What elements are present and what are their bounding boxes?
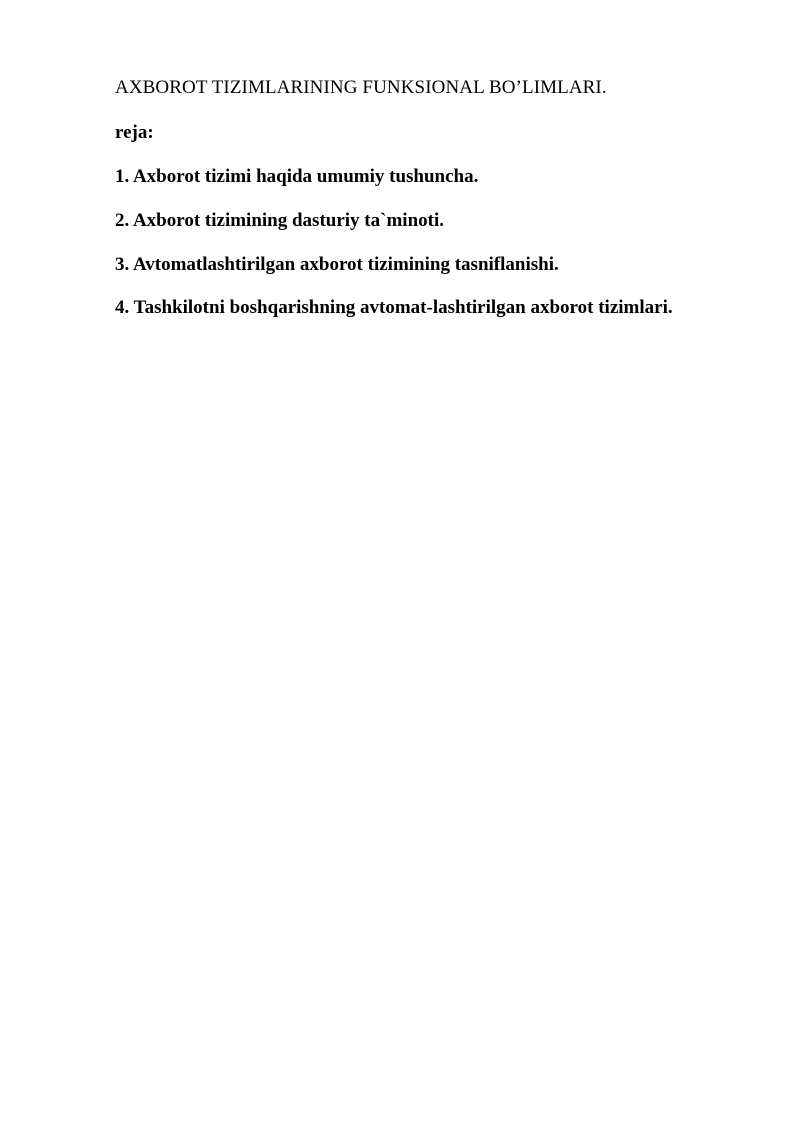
document-title: AXBOROT TIZIMLARINING FUNKSIONAL BO’LIMLARI. — [115, 77, 607, 98]
document-body — [115, 76, 715, 339]
plan-item-3: 3. Avtomatlashtirilgan axborot tizimining tasniflanishi. — [115, 254, 559, 275]
plan-item-1: 1. Axborot tizimi haqida umumiy tushuncha. — [115, 166, 479, 187]
plan-label: reja: — [115, 122, 154, 143]
plan-item-2: 2. Axborot tizimining dasturiy ta`minoti. — [115, 210, 444, 231]
plan-item-4: 4. Tashkilotni boshqarishning avtomat-lashtirilgan axborot tizimlari. — [115, 297, 673, 318]
